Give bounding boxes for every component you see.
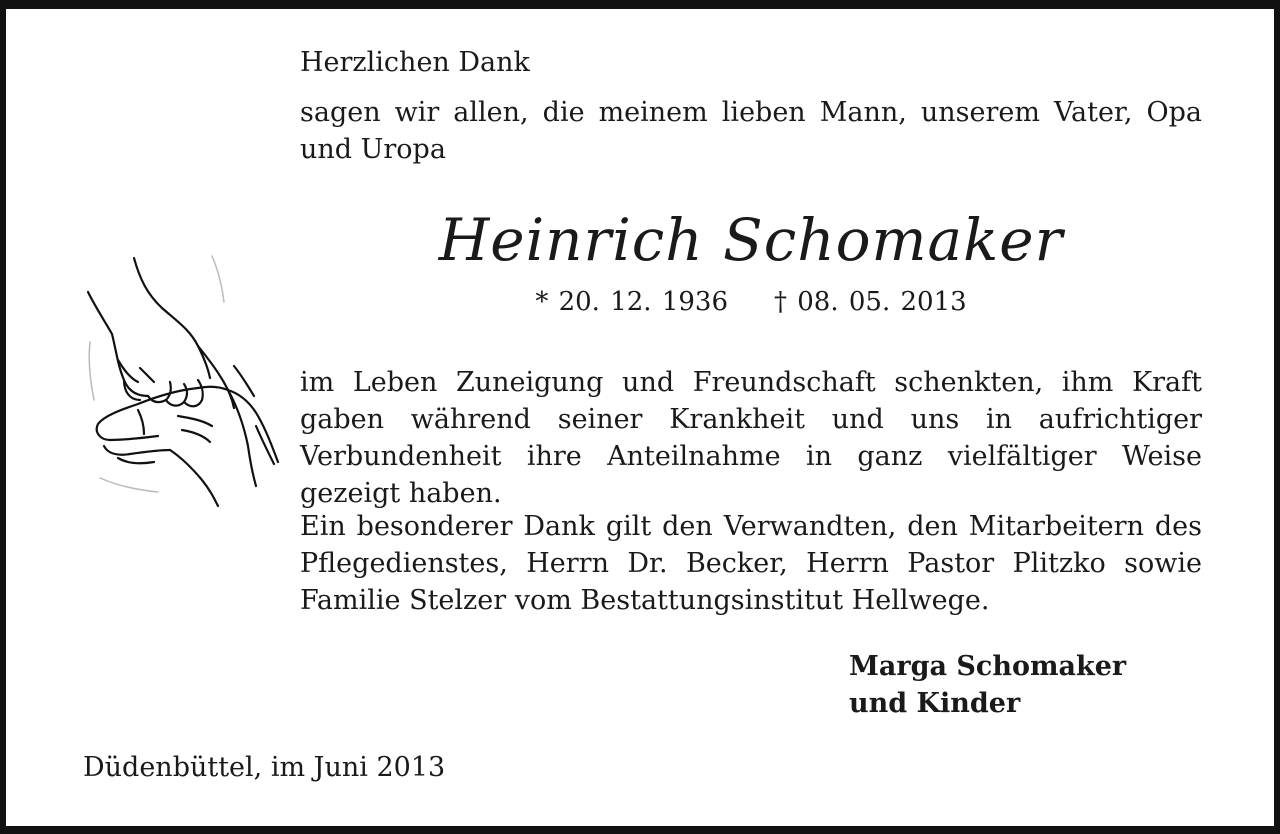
place-and-date: Düdenbüttel, im Juni 2013: [83, 752, 446, 783]
heading-text: Herzlichen Dank: [300, 47, 530, 78]
intro-paragraph: sagen wir allen, die meinem lieben Mann, unserem Vater, Opa und Uropa: [300, 97, 1202, 165]
clasped-hands-drawing-icon: [78, 250, 288, 515]
death-date: † 08. 05. 2013: [774, 287, 967, 317]
life-dates: [300, 285, 1202, 319]
body-paragraph-1: im Leben Zuneigung und Freundschaft schenkten, ihm Kraft gaben während seiner Krankheit und uns in aufrichtiger Verbundenheit ihre Anteilnahme in ganz vielfältiger Weise gezeigt haben.: [300, 367, 1202, 509]
signature-line-1: Marga Schomaker: [849, 651, 1127, 682]
signature-line-2: und Kinder: [849, 688, 1021, 719]
deceased-name: Heinrich Schomaker: [438, 206, 1064, 274]
signature: [849, 648, 1126, 722]
body-paragraph-2: Ein besonderer Dank gilt den Verwandten, den Mitarbeitern des Pflegedienstes, Herrn Dr. Becker, Herrn Pastor Plitzko sowie Familie Stelzer vom Bestattungsinstitut Hellwege.: [300, 511, 1202, 616]
birth-date: * 20. 12. 1936: [535, 287, 728, 317]
